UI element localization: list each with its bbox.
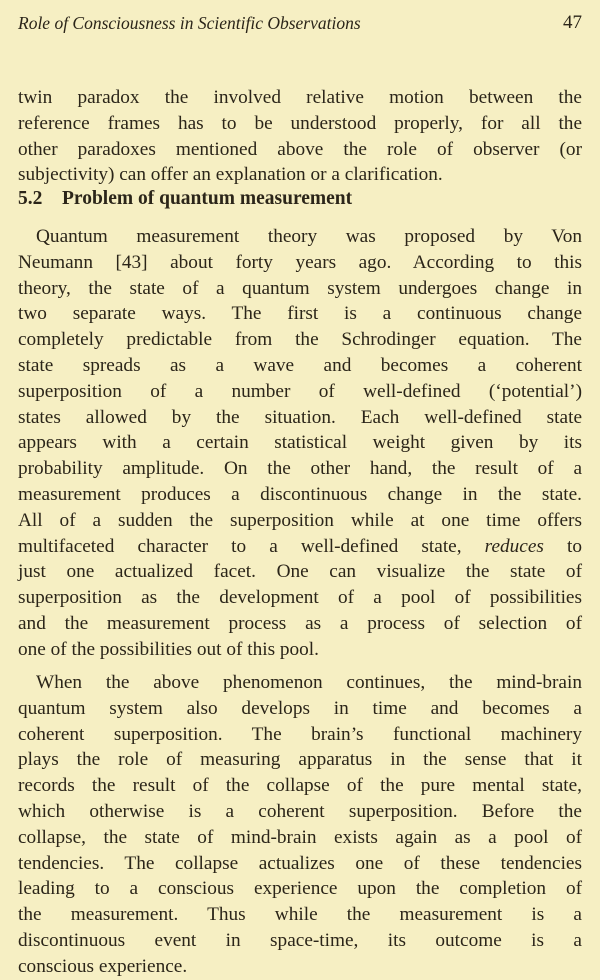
- text-line: quantum system also develops in time and becomes a: [18, 697, 582, 719]
- text-line: Neumann [43] about forty years ago. According to this: [18, 251, 582, 273]
- text-line: Quantum measurement theory was proposed by Von: [36, 226, 582, 247]
- text-line: appears with a certain statistical weight given by its: [18, 432, 582, 454]
- section-number: 5.2: [18, 188, 43, 209]
- paragraph-mind-brain: [18, 670, 582, 980]
- text-line: discontinuous event in space-time, its outcome is a: [18, 929, 582, 951]
- text-line: plays the role of measuring apparatus in the sense that it: [18, 749, 582, 771]
- text-line: theory, the state of a quantum system undergoes change in: [18, 277, 582, 299]
- emphasis: reduces: [484, 535, 544, 557]
- text-line: coherent superposition. The brain’s functional machinery: [18, 723, 582, 745]
- text-line: collapse, the state of mind-brain exists again as a pool of: [18, 826, 582, 848]
- text-line: multifaceted character to a well-defined state, reduces to: [18, 535, 582, 557]
- text-line: probability amplitude. On the other hand, the result of a: [18, 458, 582, 480]
- text-line: tendencies. The collapse actualizes one of these tendencies: [18, 852, 582, 874]
- text-line: state spreads as a wave and becomes a coherent: [18, 354, 582, 376]
- section-title: Problem of quantum measurement: [62, 188, 353, 209]
- text-line: just one actualized facet. One can visualize the state of: [18, 561, 582, 583]
- text-line: twin paradox the involved relative motion between the: [18, 87, 582, 108]
- text-line: two separate ways. The first is a continuous change: [18, 303, 582, 325]
- text-line: measurement produces a discontinuous change in the state.: [18, 483, 582, 505]
- text-line: superposition as the development of a pool of possibilities: [18, 587, 582, 609]
- text-line: which otherwise is a coherent superposition. Before the: [18, 800, 582, 822]
- text-line: When the above phenomenon continues, the mind-brain: [36, 672, 582, 693]
- text-line: superposition of a number of well-defined (‘potential’): [18, 380, 582, 402]
- text-line: states allowed by the situation. Each well-defined state: [18, 406, 582, 428]
- text-line: All of a sudden the superposition while at one time offers: [18, 509, 582, 531]
- text-line: reference frames has to be understood properly, for all the: [18, 112, 582, 134]
- section-heading: [18, 186, 352, 212]
- text-line: completely predictable from the Schrodinger equation. The: [18, 329, 582, 351]
- text-line: leading to a conscious experience upon the completion of: [18, 878, 582, 900]
- paragraph-quantum-measurement: [18, 224, 582, 663]
- text-line: records the result of the collapse of the pure mental state,: [18, 775, 582, 797]
- text-line: the measurement. Thus while the measurement is a: [18, 904, 582, 926]
- paragraph-continuation: [18, 85, 582, 188]
- running-header: [18, 10, 582, 36]
- text-line: subjectivity) can offer an explanation or a clarification.: [18, 164, 443, 186]
- running-title: Role of Consciousness in Scientific Observations: [18, 13, 361, 33]
- text-line: other paradoxes mentioned above the role of observer (or: [18, 138, 582, 160]
- page-number: 47: [563, 12, 582, 33]
- text-line: and the measurement process as a process of selection of: [18, 612, 582, 634]
- text-line: conscious experience.: [18, 955, 188, 977]
- text-line: one of the possibilities out of this pool.: [18, 638, 319, 660]
